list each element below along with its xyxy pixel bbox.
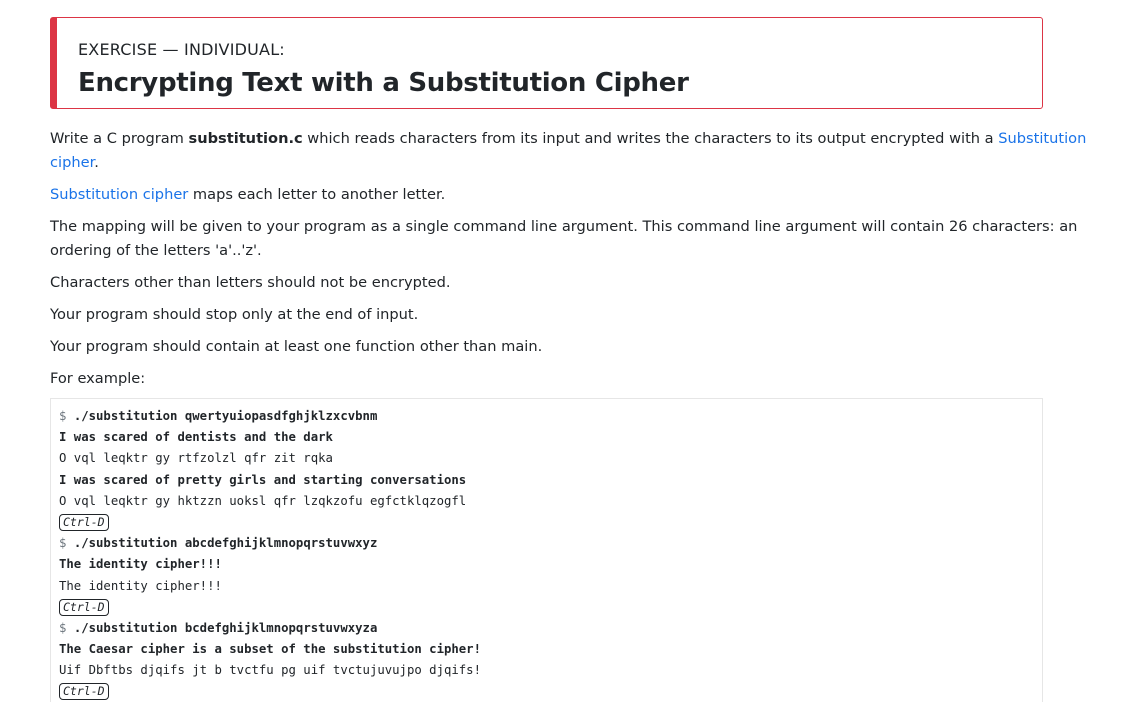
mapping-line-2: ordering of the letters 'a'..'z'. (50, 242, 262, 259)
mapping-paragraph (50, 215, 1078, 263)
example-heading: For example: (50, 370, 146, 387)
non-letters-paragraph: Characters other than letters should not be encrypted. (50, 274, 451, 291)
output-line: O vql leqktr gy rtfzolzl qfr zit rqka (59, 451, 333, 466)
command: ./substitution qwertyuiopasdfghjklzxcvbnm (73, 409, 378, 423)
intro-text-before: Write a C program (50, 130, 189, 147)
substitution-cipher-link-2[interactable]: Substitution cipher (50, 186, 189, 203)
intro-paragraph (50, 127, 1087, 175)
ctrl-d-key: Ctrl-D (59, 683, 109, 700)
input-line: The identity cipher!!! (59, 557, 222, 572)
code-line (59, 597, 1042, 618)
substitution-cipher-link[interactable]: Substitution (998, 130, 1087, 147)
exercise-description (50, 127, 1087, 399)
intro-end: . (94, 154, 99, 171)
input-line: I was scared of pretty girls and starting conversations (59, 472, 467, 487)
code-line (59, 406, 1042, 427)
exercise-title: Encrypting Text with a Substitution Cipher (78, 68, 689, 98)
ctrl-d-key: Ctrl-D (59, 599, 109, 616)
input-line: I was scared of dentists and the dark (59, 430, 333, 445)
stop-paragraph: Your program should stop only at the end of input. (50, 306, 419, 323)
definition-text: maps each letter to another letter. (188, 186, 446, 203)
mapping-line-1: The mapping will be given to your program as a single command line argument. This command line argument will contain 26 characters: an (50, 218, 1078, 235)
output-line: O vql leqktr gy hktzzn uoksl qfr lzqkzofu egfctklqzogfl (59, 493, 467, 508)
output-line: Uif Dbftbs djqifs jt b tvctfu pg uif tvctujuvujpo djqifs! (59, 663, 481, 678)
function-paragraph: Your program should contain at least one function other than main. (50, 338, 543, 355)
intro-text-after: which reads characters from its input and writes the characters to its output encrypted with a (302, 130, 999, 147)
command: ./substitution bcdefghijklmnopqrstuvwxyza (73, 620, 378, 635)
cipher-link[interactable]: cipher (50, 154, 95, 171)
example-code-block (50, 398, 1043, 702)
shell-prompt: $ (59, 620, 67, 635)
filename: substitution.c (188, 130, 303, 147)
code-line (59, 618, 1042, 639)
command: ./substitution abcdefghijklmnopqrstuvwxyz (73, 536, 378, 551)
output-line: The identity cipher!!! (59, 578, 222, 593)
code-line (59, 533, 1042, 554)
shell-prompt: $ (59, 409, 67, 423)
definition-paragraph (50, 183, 1045, 207)
code-line (59, 512, 1042, 533)
shell-prompt: $ (59, 536, 67, 551)
exercise-label: EXERCISE — INDIVIDUAL: (78, 40, 285, 59)
ctrl-d-key: Ctrl-D (59, 514, 109, 531)
input-line: The Caesar cipher is a subset of the substitution cipher! (59, 642, 481, 657)
code-line (59, 681, 1042, 702)
exercise-header (50, 17, 1043, 109)
